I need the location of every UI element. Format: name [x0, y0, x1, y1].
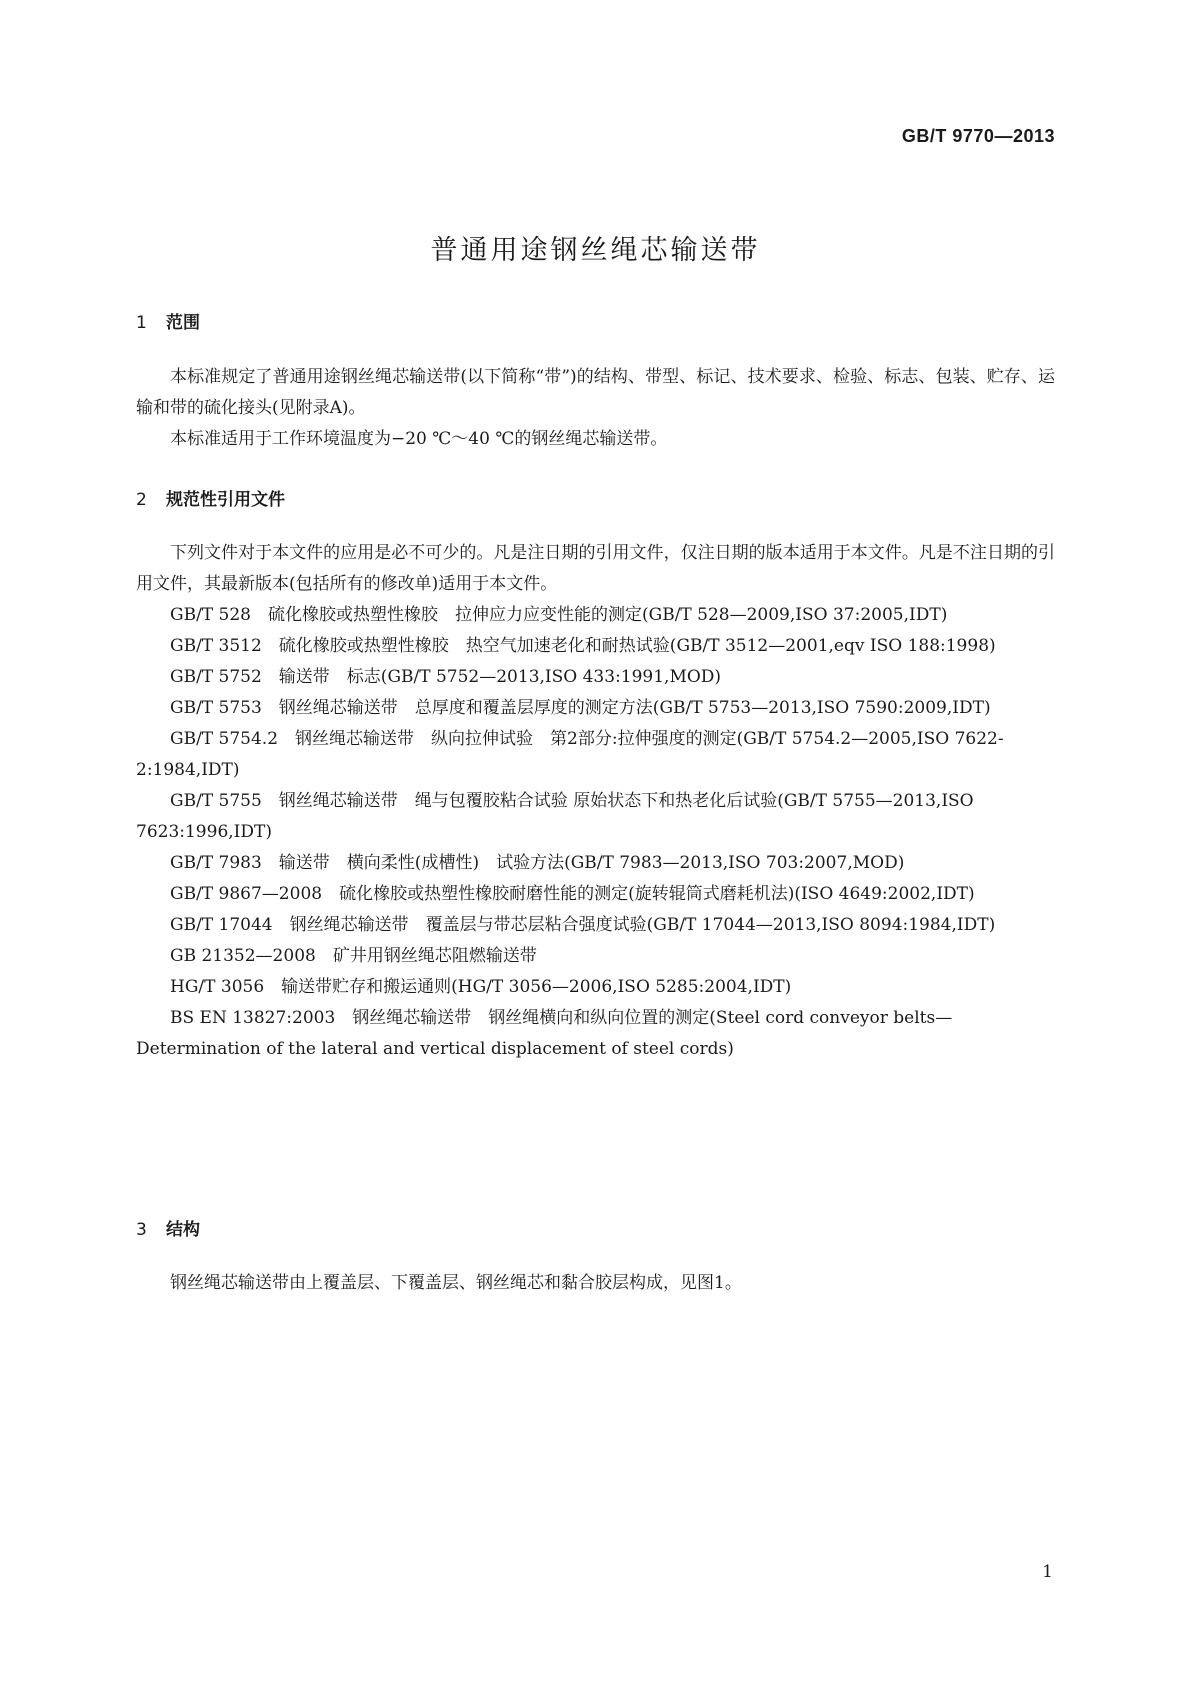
- reference-item: BS EN 13827:2003 钢丝绳芯输送带 钢丝绳横向和纵向位置的测定(Steel cord conveyor belts—Determination of the lateral and vertical displacement of steel cords): [136, 1008, 953, 1059]
- document-title: 普通用途钢丝绳芯输送带: [430, 235, 761, 266]
- section-2-body: [136, 538, 1055, 1065]
- reference-item: GB/T 7983 输送带 横向柔性(成槽性) 试验方法(GB/T 7983—2013,ISO 703:2007,MOD): [170, 853, 905, 873]
- reference-item: GB/T 528 硫化橡胶或热塑性橡胶 拉伸应力应变性能的测定(GB/T 528—2009,ISO 37:2005,IDT): [170, 605, 948, 625]
- reference-item: GB/T 5753 钢丝绳芯输送带 总厚度和覆盖层厚度的测定方法(GB/T 5753—2013,ISO 7590:2009,IDT): [170, 698, 991, 718]
- reference-item: GB/T 3512 硫化橡胶或热塑性橡胶 热空气加速老化和耐热试验(GB/T 3512—2001,eqv ISO 188:1998): [170, 636, 996, 656]
- reference-item: GB/T 5754.2 钢丝绳芯输送带 纵向拉伸试验 第2部分:拉伸强度的测定(GB/T 5754.2—2005,ISO 7622-2:1984,IDT): [136, 729, 1004, 780]
- reference-item: GB/T 9867—2008 硫化橡胶或热塑性橡胶耐磨性能的测定(旋转辊筒式磨耗机法)(ISO 4649:2002,IDT): [170, 884, 975, 904]
- paragraph: 下列文件对于本文件的应用是必不可少的。凡是注日期的引用文件，仅注日期的版本适用于本文件。凡是不注日期的引用文件，其最新版本(包括所有的修改单)适用于本文件。: [136, 543, 1055, 594]
- section-2-title: 规范性引用文件: [166, 490, 285, 510]
- reference-item: GB/T 5755 钢丝绳芯输送带 绳与包覆胶粘合试验 原始状态下和热老化后试验(GB/T 5755—2013,ISO 7623:1996,IDT): [136, 791, 974, 842]
- reference-item: GB/T 17044 钢丝绳芯输送带 覆盖层与带芯层粘合强度试验(GB/T 17044—2013,ISO 8094:1984,IDT): [170, 915, 996, 935]
- section-3-title: 结构: [166, 1220, 200, 1240]
- paragraph: 钢丝绳芯输送带由上覆盖层、下覆盖层、钢丝绳芯和黏合胶层构成，见图1。: [170, 1273, 742, 1293]
- section-1-heading: [136, 308, 200, 333]
- section-1-number: 1: [136, 313, 147, 333]
- reference-item: HG/T 3056 输送带贮存和搬运通则(HG/T 3056—2006,ISO 5285:2004,IDT): [170, 977, 792, 997]
- page-number: 1: [1042, 1562, 1053, 1582]
- reference-item: GB/T 5752 输送带 标志(GB/T 5752—2013,ISO 433:1991,MOD): [170, 667, 722, 687]
- section-2-heading: [136, 485, 285, 510]
- section-3-number: 3: [136, 1220, 147, 1240]
- section-1-body: [136, 362, 1055, 455]
- section-2-number: 2: [136, 490, 147, 510]
- reference-item: GB 21352—2008 矿井用钢丝绳芯阻燃输送带: [170, 946, 537, 966]
- paragraph: 本标准规定了普通用途钢丝绳芯输送带(以下简称“带”)的结构、带型、标记、技术要求、检验、标志、包装、贮存、运输和带的硫化接头(见附录A)。: [136, 367, 1055, 418]
- section-1-title: 范围: [166, 313, 200, 333]
- paragraph: 本标准适用于工作环境温度为−20 ℃～40 ℃的钢丝绳芯输送带。: [170, 429, 668, 449]
- standard-code: GB/T 9770—2013: [901, 126, 1055, 146]
- section-3-body: [136, 1268, 1055, 1299]
- section-3-heading: [136, 1215, 200, 1240]
